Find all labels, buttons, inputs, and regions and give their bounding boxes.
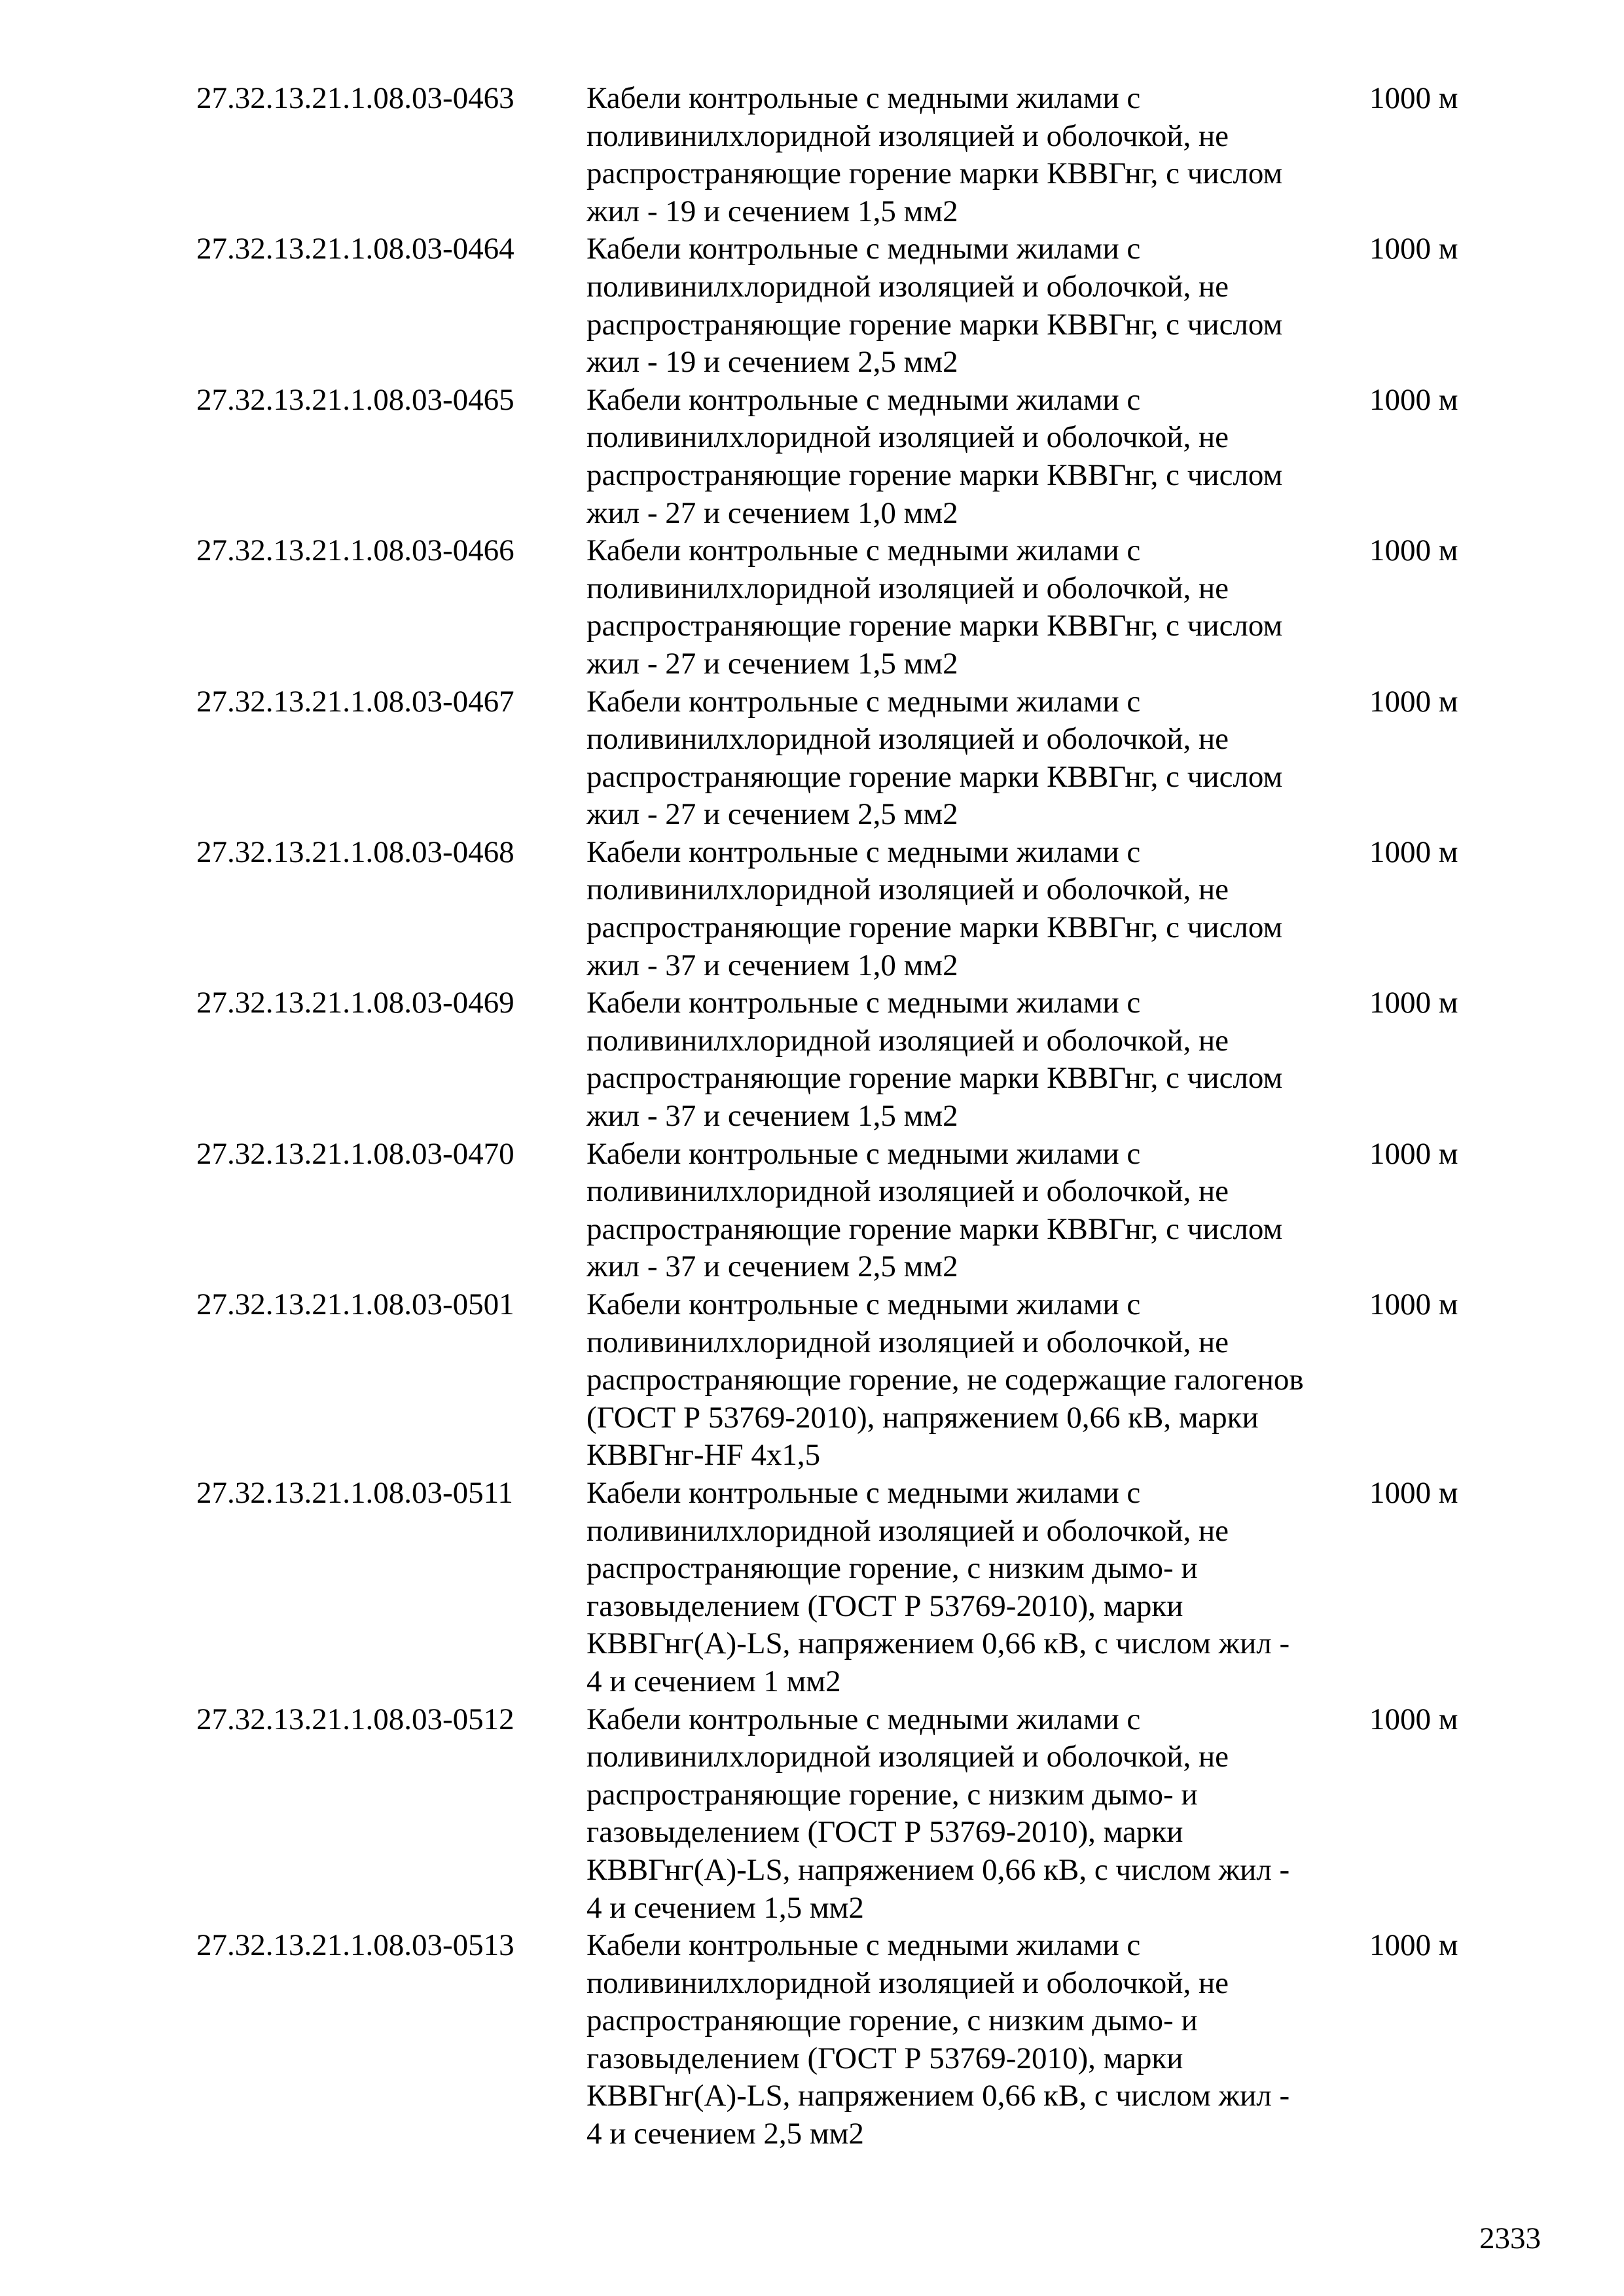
description-line: Кабели контрольные с медными жилами с [586, 834, 1141, 869]
description-line: распространяющие горение марки КВВГнг, с числом [586, 307, 1283, 342]
description-line: поливинилхлоридной изоляцией и оболочкой, не [586, 269, 1229, 304]
description-line: Кабели контрольные с медными жилами с [586, 533, 1141, 568]
resource-description [586, 532, 1359, 683]
description-line: Кабели контрольные с медными жилами с [586, 1928, 1141, 1963]
resource-code: 27.32.13.21.1.08.03-0465 [196, 382, 514, 417]
description-line: 4 и сечением 2,5 мм2 [586, 2117, 864, 2151]
description-line: Кабели контрольные с медными жилами с [586, 232, 1141, 266]
resource-description [586, 1286, 1359, 1475]
resource-code: 27.32.13.21.1.08.03-0511 [196, 1475, 513, 1510]
description-line: поливинилхлоридной изоляцией и оболочкой, не [586, 722, 1229, 757]
description-line: 4 и сечением 1 мм2 [586, 1664, 841, 1698]
description-line: жил - 37 и сечением 2,5 мм2 [586, 1249, 958, 1284]
description-line: Кабели контрольные с медными жилами с [586, 81, 1141, 115]
resource-description [586, 1136, 1359, 1286]
resource-code: 27.32.13.21.1.08.03-0469 [196, 986, 514, 1020]
description-line: жил - 37 и сечением 1,5 мм2 [586, 1099, 958, 1134]
resource-description [586, 984, 1359, 1135]
table-row [196, 1701, 1479, 1928]
resource-code: 27.32.13.21.1.08.03-0513 [196, 1928, 514, 1963]
description-line: поливинилхлоридной изоляцией и оболочкой, не [586, 872, 1229, 907]
description-line: жил - 27 и сечением 1,0 мм2 [586, 495, 958, 530]
table-row [196, 532, 1479, 683]
description-line: распространяющие горение марки КВВГнг, с числом [586, 910, 1283, 945]
description-line: распространяющие горение, с низким дымо- и [586, 1777, 1198, 1812]
description-line: жил - 27 и сечением 1,5 мм2 [586, 646, 958, 681]
resource-table [196, 80, 1479, 2153]
resource-description [586, 834, 1359, 984]
description-line: поливинилхлоридной изоляцией и оболочкой, не [586, 1174, 1229, 1209]
description-line: КВВГнг(А)-LS, напряжением 0,66 кВ, с числом жил - [586, 1852, 1290, 1887]
resource-code: 27.32.13.21.1.08.03-0467 [196, 684, 514, 719]
description-line: распространяющие горение, не содержащие галогенов [586, 1363, 1304, 1397]
description-line: Кабели контрольные с медными жилами с [586, 986, 1141, 1020]
resource-description [586, 683, 1359, 834]
description-line: газовыделением (ГОСТ Р 53769-2010), марки [586, 2041, 1183, 2075]
table-row [196, 230, 1479, 381]
description-line: поливинилхлоридной изоляцией и оболочкой, не [586, 571, 1229, 605]
description-line: газовыделением (ГОСТ Р 53769-2010), марки [586, 1588, 1183, 1623]
description-line: поливинилхлоридной изоляцией и оболочкой, не [586, 1325, 1229, 1359]
description-line: жил - 27 и сечением 2,5 мм2 [586, 797, 958, 832]
unit-of-measure: 1000 м [1369, 684, 1458, 719]
description-line: распространяющие горение марки КВВГнг, с числом [586, 609, 1283, 643]
table-row [196, 834, 1479, 984]
description-line: поливинилхлоридной изоляцией и оболочкой, не [586, 118, 1229, 153]
description-line: жил - 19 и сечением 2,5 мм2 [586, 345, 958, 380]
description-line: жил - 37 и сечением 1,0 мм2 [586, 948, 958, 982]
page-number: 2333 [1479, 2221, 1541, 2255]
description-line: распространяющие горение марки КВВГнг, с числом [586, 1061, 1283, 1096]
unit-of-measure: 1000 м [1369, 1702, 1458, 1736]
description-line: распространяющие горение марки КВВГнг, с числом [586, 457, 1283, 492]
description-line: поливинилхлоридной изоляцией и оболочкой, не [586, 1740, 1229, 1774]
table-row [196, 984, 1479, 1135]
description-line: КВВГнг(А)-LS, напряжением 0,66 кВ, с числом жил - [586, 2079, 1290, 2113]
description-line: (ГОСТ Р 53769-2010), напряжением 0,66 кВ, марки [586, 1400, 1259, 1435]
resource-code: 27.32.13.21.1.08.03-0464 [196, 232, 514, 266]
resource-description [586, 382, 1359, 532]
description-line: распространяющие горение марки КВВГнг, с числом [586, 1211, 1283, 1246]
description-line: распространяющие горение марки КВВГнг, с числом [586, 759, 1283, 794]
resource-description [586, 1927, 1359, 2153]
description-line: распространяющие горение, с низким дымо- и [586, 1551, 1198, 1586]
resource-description [586, 1701, 1359, 1928]
resource-code: 27.32.13.21.1.08.03-0463 [196, 81, 514, 115]
description-line: поливинилхлоридной изоляцией и оболочкой, не [586, 1023, 1229, 1058]
unit-of-measure: 1000 м [1369, 1475, 1458, 1510]
unit-of-measure: 1000 м [1369, 382, 1458, 417]
resource-code: 27.32.13.21.1.08.03-0468 [196, 834, 514, 869]
description-line: газовыделением (ГОСТ Р 53769-2010), марки [586, 1815, 1183, 1850]
unit-of-measure: 1000 м [1369, 232, 1458, 266]
description-line: жил - 19 и сечением 1,5 мм2 [586, 194, 958, 228]
table-row [196, 683, 1479, 834]
resource-code: 27.32.13.21.1.08.03-0512 [196, 1702, 514, 1736]
unit-of-measure: 1000 м [1369, 986, 1458, 1020]
description-line: распространяющие горение марки КВВГнг, с числом [586, 156, 1283, 191]
description-line: Кабели контрольные с медными жилами с [586, 1136, 1141, 1171]
description-line: КВВГнг-HF 4х1,5 [586, 1438, 821, 1473]
description-line: поливинилхлоридной изоляцией и оболочкой, не [586, 1513, 1229, 1548]
description-line: 4 и сечением 1,5 мм2 [586, 1890, 864, 1925]
description-line: Кабели контрольные с медными жилами с [586, 684, 1141, 719]
table-row [196, 1286, 1479, 1475]
table-row [196, 1927, 1479, 2153]
description-line: Кабели контрольные с медными жилами с [586, 1287, 1141, 1321]
resource-code: 27.32.13.21.1.08.03-0470 [196, 1136, 514, 1171]
resource-description [586, 230, 1359, 381]
unit-of-measure: 1000 м [1369, 81, 1458, 115]
description-line: КВВГнг(А)-LS, напряжением 0,66 кВ, с числом жил - [586, 1626, 1290, 1661]
unit-of-measure: 1000 м [1369, 533, 1458, 568]
resource-code: 27.32.13.21.1.08.03-0466 [196, 533, 514, 568]
table-row [196, 80, 1479, 230]
description-line: поливинилхлоридной изоляцией и оболочкой, не [586, 1965, 1229, 2000]
description-line: Кабели контрольные с медными жилами с [586, 1702, 1141, 1736]
resource-description [586, 80, 1359, 230]
table-row [196, 382, 1479, 532]
unit-of-measure: 1000 м [1369, 1287, 1458, 1321]
unit-of-measure: 1000 м [1369, 1928, 1458, 1963]
unit-of-measure: 1000 м [1369, 1136, 1458, 1171]
resource-code: 27.32.13.21.1.08.03-0501 [196, 1287, 514, 1321]
description-line: поливинилхлоридной изоляцией и оболочкой, не [586, 420, 1229, 455]
table-row [196, 1475, 1479, 1701]
description-line: Кабели контрольные с медными жилами с [586, 382, 1141, 417]
table-row [196, 1136, 1479, 1286]
description-line: Кабели контрольные с медными жилами с [586, 1475, 1141, 1510]
unit-of-measure: 1000 м [1369, 834, 1458, 869]
description-line: распространяющие горение, с низким дымо- и [586, 2003, 1198, 2038]
resource-description [586, 1475, 1359, 1701]
